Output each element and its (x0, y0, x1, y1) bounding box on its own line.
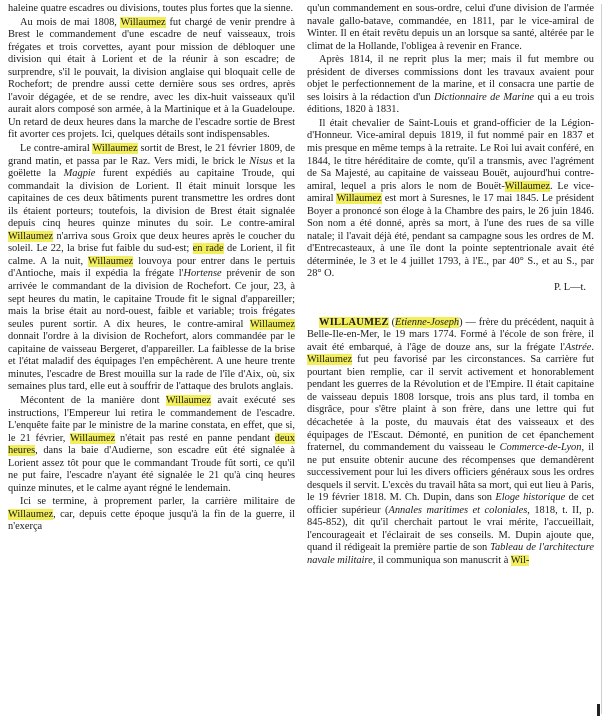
italic-text: Commerce-de-Lyon (499, 442, 582, 454)
highlighted-text: Willaumez (88, 255, 134, 267)
text-run: n'était pas resté en panne pendant (115, 432, 275, 444)
paragraph (8, 143, 295, 394)
text-run: furent expédiés au capitaine Troude, qui commandait la division de Lorient. Il était minuit lorsque les capitaines de ces deux bâtiments purent transmettre les ordres dont ils étaient porteurs; toutefois, la division de Brest était signalée depuis cinq heures quinze minutes du soir. Le contre-amiral (8, 168, 295, 230)
corner-mark (597, 704, 600, 716)
signature (307, 282, 586, 295)
left-column (8, 3, 295, 718)
text-run: est mort à Suresnes, le 17 mai 1845. Le président Boyer a prononcé son éloge à la Chambre des pairs, le 26 juin 1846. Son nom a été donné, après sa mort, à l'une des rues de sa ville natale; il l'avait déjà été, pendant sa campagne sous les ordres de M. d'Entrecasteaux, à une île dont la pointe septentrionale avait été déterminée, le 3 et le 4 juillet 1793, à l'E., par 40° S., et au S., par 28° O. (307, 193, 594, 280)
text-run: P. L—t. (553, 282, 586, 294)
text-run: , il ne put ensuite obtenir aucune des récompenses que demandèrent successivement pour lui les divers officiers généraux sous les ordres desquels il servit. L'excès du travail hâta sa mort, qui eut lieu à Paris, le 19 février 1818. M. Ch. Dupin, dans son (307, 442, 594, 504)
text-run: et la goëlette la (8, 155, 295, 180)
text-run: avait exécuté ses instructions, l'Empereur lui retira le commandement de l'escadre. L'enquête faite par le ministre de la marine constata, en effet, que si, le 21 février, (8, 394, 295, 444)
highlighted-text: Willaumez (8, 508, 54, 520)
highlighted-text: Willaumez (504, 180, 550, 192)
highlighted-text: Wil- (510, 554, 530, 566)
highlighted-text: Willaumez (165, 394, 211, 406)
paragraph (8, 496, 295, 534)
text-run: fut peu favorisé par les circonstances. Sa carrière fut pourtant bien remplie, car il servit activement et honorablement pendant les guerres de la Révolution et de l'Empire. Il était capitaine de vaisseau depuis 1808 lorsque, trois ans plus tard, il tomba en disgrâce, pour s'être plaint à son frère, dans une lettre qui fut décachetée à la poste, du mauvais état des vaisseaux et des équipages de l'Escaut. Démonté, en punition de cet épanchement fraternel, du commandement du vaisseau le (307, 354, 594, 454)
paragraph (307, 317, 594, 568)
text-run: fut chargé de venir prendre à Brest le commandement d'une escadre de neuf vaisseaux, trois frégates et trois corvettes, ayant pour mission de débloquer une division qui était à Lorient et de la réunir à son escadre; de surprendre, s'il le pouvait, la division anglaise qui bloquait celle de Rochefort; de prendre aussi cette dernière sous ses ordres, après l'avoir dégagée, et de se rendre, avec les dix-huit vaisseaux qu'il aurait alors composé son armée, à la Martinique et à la Guadeloupe. Un retard de deux heures dans la marche de l'escadre sortie de Brest fit avorter ces projets. Ici, quelques détails sont indispensables. (8, 16, 295, 141)
highlighted-text: deux heures (8, 432, 295, 457)
italic-text: Hortense (183, 268, 222, 280)
text-run: de Lorient, il fit calme. A la nuit, (8, 243, 295, 267)
text-run: Ici se termine, à proprement parler, la carrière militaire de (20, 496, 295, 508)
text-run: sortit de Brest, le 21 février 1809, de grand matin, et passa par le Raz. Vers midi, le brick le (8, 143, 295, 167)
text-run: qui a eu trois éditions, 1820 à 1831. (307, 91, 594, 116)
paragraph (307, 54, 594, 117)
italic-text: Magpie (63, 168, 96, 180)
highlighted-text: Willaumez (249, 318, 295, 330)
text-run: , il communiqua son manuscrit à (372, 554, 511, 566)
text-run: prévenir de son arrivée le commandant de la division de Rochefort. Ce jour, 23, à sept heures du matin, le capitaine Troude fit le signal d'appareiller; mais la brise était au nord-ouest, faible et variable; trois frégates seules purent sortir. A dix heures, le contre-amiral (8, 268, 295, 330)
text-run: n'arriva sous Groix que deux heures après le coucher du soleil. Le 22, la brise fut faible du sud-est; (8, 230, 295, 255)
italic-text: Dictionnaire de Marine (434, 91, 535, 103)
text-run: , car, depuis cette époque jusqu'à la fin de la guerre, il n'exerça (8, 508, 295, 533)
italic-text: Tableau de l'architecture navale militaire (307, 542, 594, 566)
highlighted-text: Willaumez (70, 432, 116, 444)
text-run: Mécontent de la manière dont (20, 394, 166, 406)
text-run: donnait l'ordre à la division de Rochefort, alors commandée par le capitaine de vaisseau Bergeret, d'appareiller. La faiblesse de la brise et l'état maladif des équipages l'en empêchèrent. A une heure trente minutes, l'escadre de Brest mouilla sur la rade de l'île d'Aix, où, six semaines plus tard, elle eut à souffrir de l'attaque des brulots anglais. (8, 331, 295, 393)
text-run: Le contre-amiral (20, 143, 93, 155)
text-run: Après 1814, il ne reprit plus la mer; mais il fut membre ou président de diverses commissions dont les travaux avaient pour objet le perfectionnement de la marine, et il consacra une partie de ses loisirs à la rédaction d'un (307, 54, 594, 103)
spacer (307, 296, 594, 316)
italic-text: Nisus (249, 155, 273, 167)
text-run: . (591, 341, 594, 353)
right-column (307, 3, 594, 718)
highlighted-text: Willaumez (8, 230, 54, 242)
italic-text: Eloge historique (495, 492, 566, 504)
paragraph (307, 118, 594, 281)
highlighted-text: Willaumez (336, 193, 382, 205)
italic-text: Astrée (564, 341, 592, 353)
text-run: , dans la baie d'Audierne, son escadre eût été signalée à Lorient assez tôt pour que le commandant Troude fût sorti, ce qu'il ne put faire, l'escadre n'ayant été signalée le 21 qu'à cinq heures quinze minutes, et le calme ayant régné le lendemain. (8, 445, 295, 494)
text-run: qu'un commandement en sous-ordre, celui d'une division de l'armée navale gallo-batave, commandée, en 1811, par le vice-amiral de Winter. Il en était revêtu depuis un an lorsque sa santé, altérée par le climat de la Hollande, l'obligea à revenir en France. (307, 3, 594, 52)
highlighted-text: Willaumez (92, 143, 138, 155)
text-run: Il était chevalier de Saint-Louis et grand-officier de la Légion-d'Honneur. Vice-amiral depuis 1819, il fut nommé pair en 1837 et mis presque en même temps à la retraite. Le Roi lui avait conféré, en 1844, le titre héréditaire de comte, qu'il a transmis, avec l'agrément de Sa Majesté, au capitaine de vaisseau Bouët, aujourd'hui contre-amiral, lequel a pris alors le nom de Bouët- (307, 117, 594, 192)
paragraph (8, 3, 295, 16)
page-edge (601, 4, 602, 714)
text-run: , 1818, t. II, p. 845-852), dit qu'il cherchait partout le vrai mérite, l'accueillait, l'encourageait et l'éclairait de ses conseils. M. Dupin ajoute que, quand il rédigeait la première partie de son (307, 504, 594, 554)
highlighted-text: Etienne-Joseph (395, 316, 460, 328)
text-run: louvoya pour entrer dans le pertuis d'Antioche, mais il expédia la frégate l' (8, 255, 295, 280)
highlighted-text: WILLAUMEZ (319, 316, 389, 328)
text-run: Au mois de mai 1808, (20, 16, 121, 28)
text-run: ) — frère du précédent, naquit à Belle-Ile-en-Mer, le 19 mars 1774. Formé à l'école de son frère, il avait été embarqué, à l'âge de douze ans, sur la frégate l' (307, 316, 594, 353)
highlighted-text: Willaumez (307, 354, 353, 366)
text-run: . Le vice-amiral (307, 180, 594, 205)
highlighted-text: en rade (192, 243, 224, 255)
paragraph (8, 395, 295, 495)
text-run: ( (388, 316, 396, 328)
highlighted-text: Willaumez (120, 16, 166, 28)
paragraph (307, 3, 594, 53)
text-run: haleine quatre escadres ou divisions, toutes plus fortes que la sienne. (8, 3, 294, 14)
text-run: de cet officier supérieur ( (307, 492, 594, 516)
paragraph (8, 17, 295, 142)
italic-text: Annales maritimes et coloniales (388, 504, 528, 516)
